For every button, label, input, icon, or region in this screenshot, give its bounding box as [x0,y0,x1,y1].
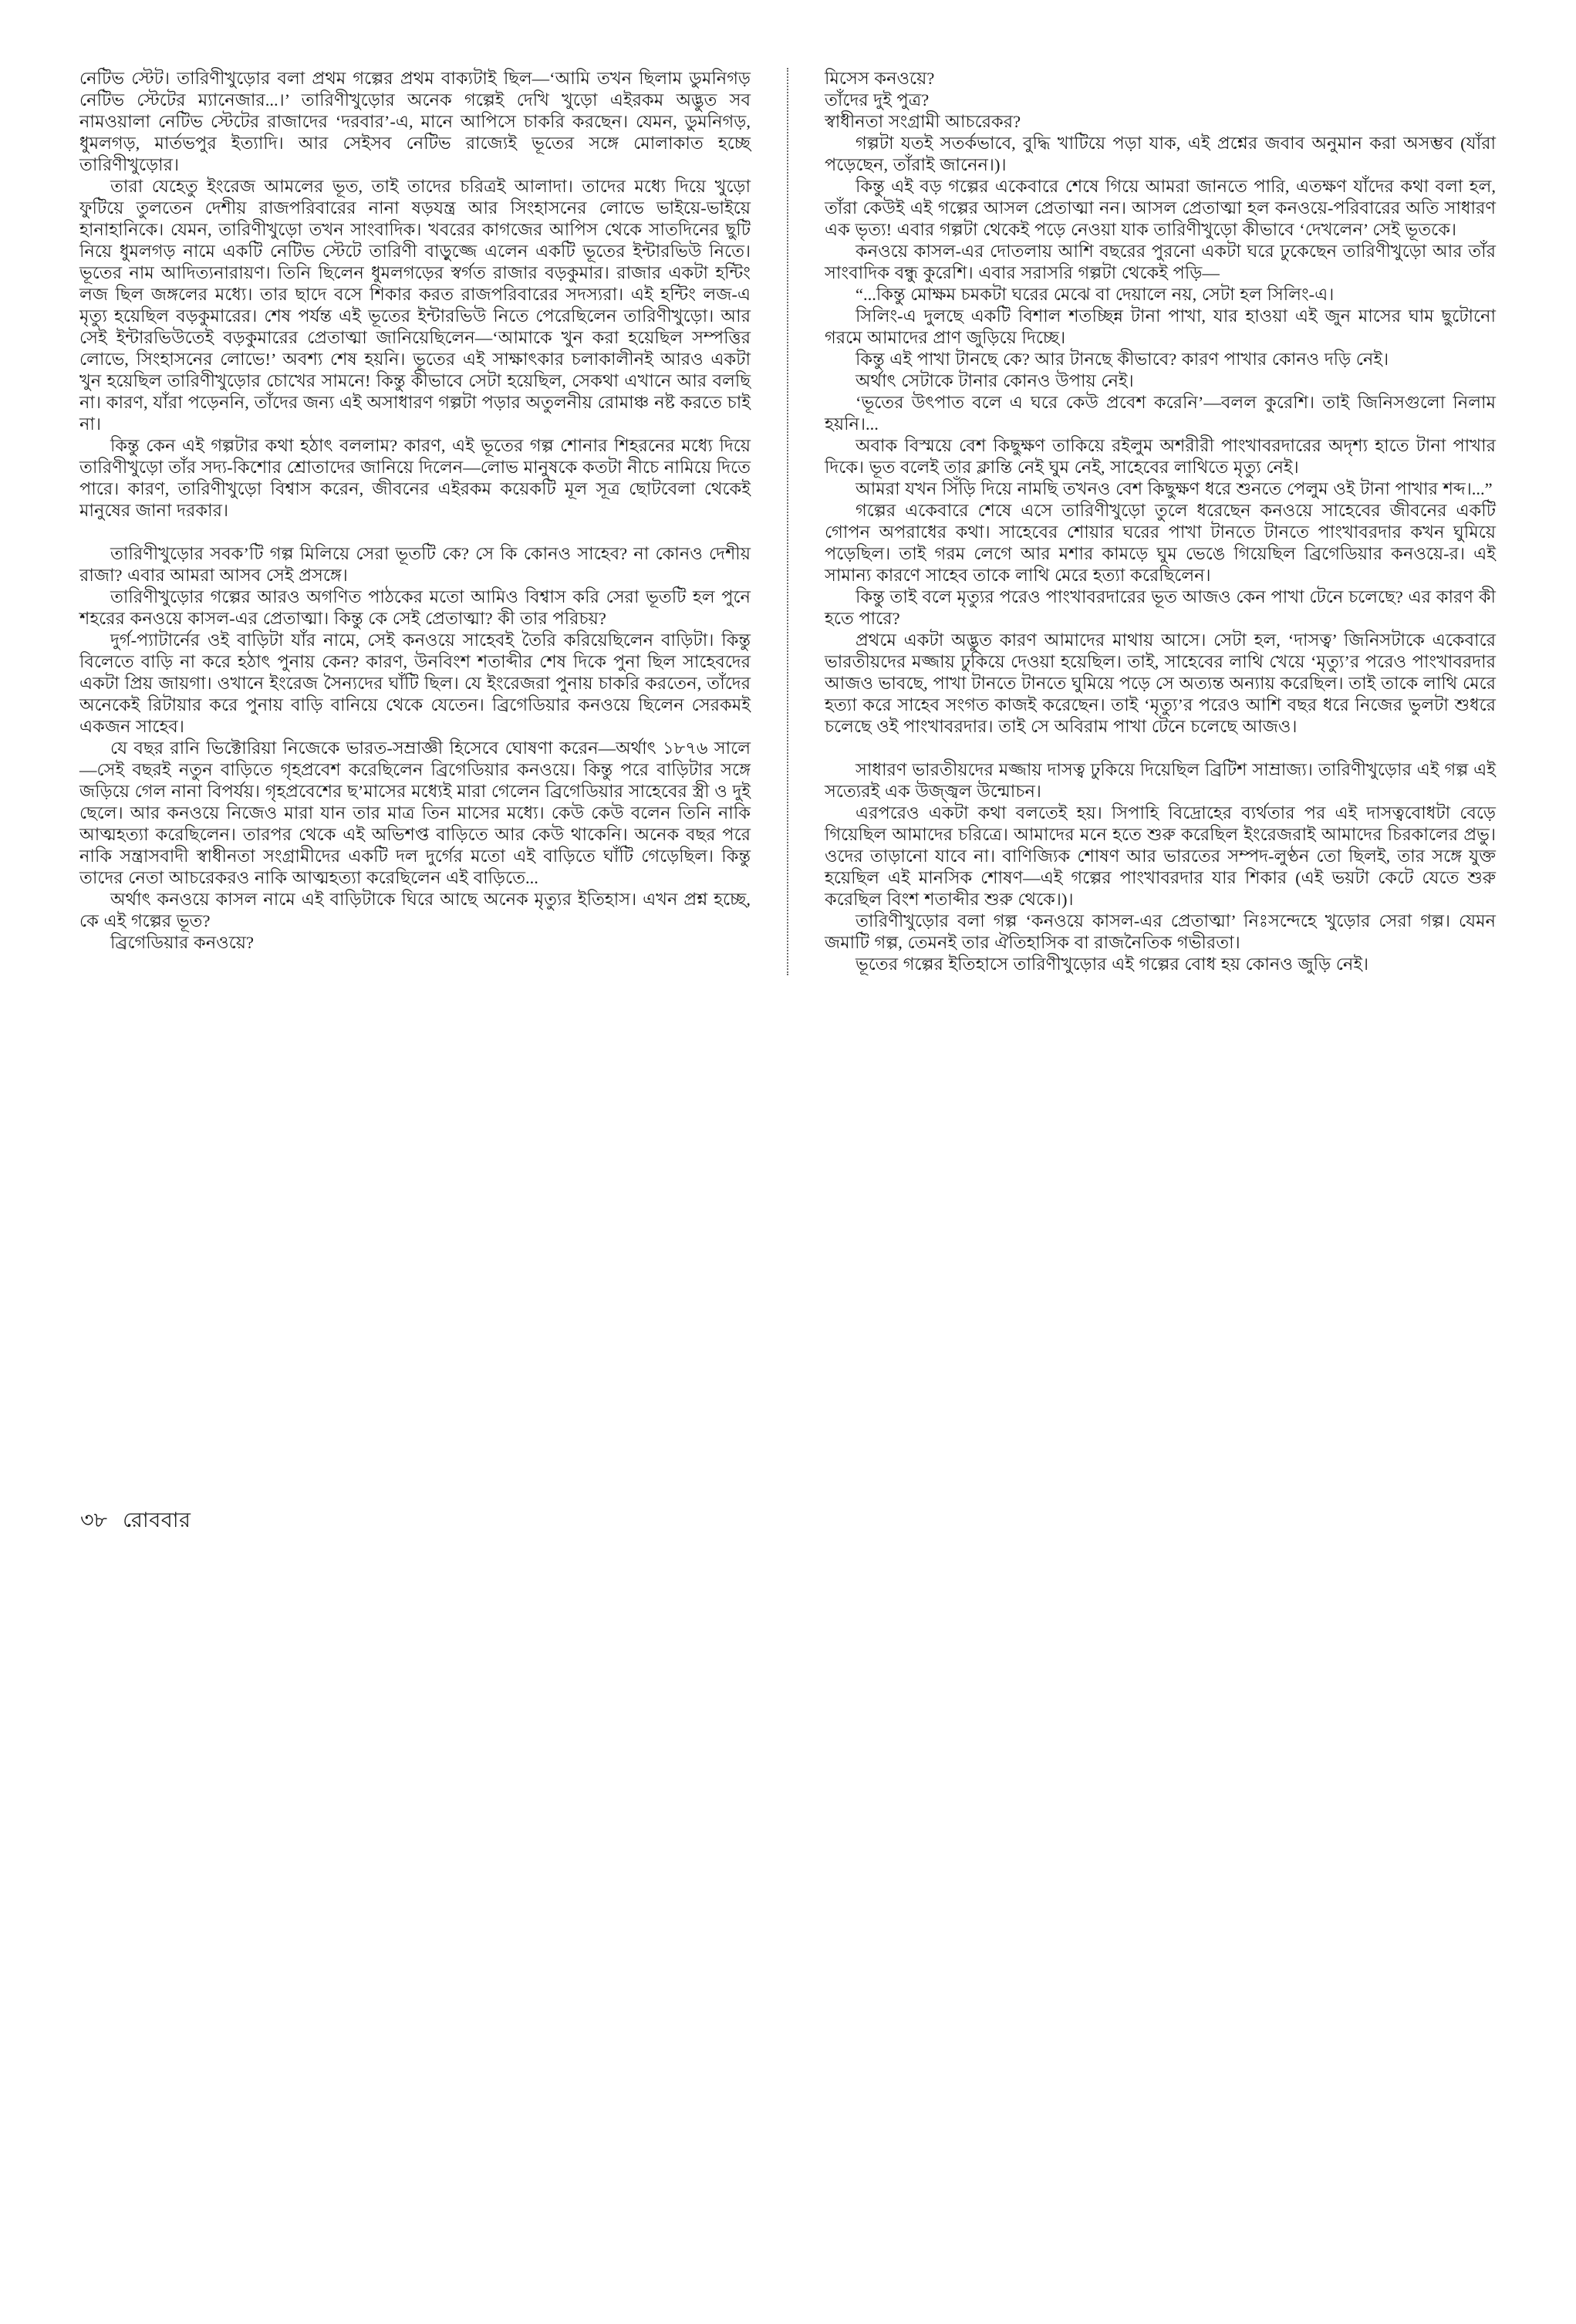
paragraph: ‘ভূতের উৎপাত বলে এ ঘরে কেউ প্রবেশ করেনি’—বলল কুরেশি। তাই জিনিসগুলো নিলাম হয়নি।... [825,393,1496,434]
paragraph: কিন্তু এই পাখা টানছে কে? আর টানছে কীভাবে? কারণ পাখার কোনও দড়ি নেই। [855,350,1389,369]
paragraph: তারিণীখুড়োর গল্পের আরও অগণিত পাঠকের মতো আমিও বিশ্বাস করি সেরা ভূতটি হল পুনে শহরের কনওয়ে কাসল-এর প্রেতাত্মা। কিন্তু কে সেই প্রেতাত্মা? কী তার পরিচয়? [79,587,751,628]
paragraph: অবাক বিস্ময়ে বেশ কিছুক্ষণ তাকিয়ে রইলুম অশরীরী পাংখাবরদারের অদৃশ্য হাতে টানা পাখার দিকে। ভূত বলেই তার ক্লান্তি নেই ঘুম নেই, সাহেবের লাথিতে মৃত্যু নেই। [825,436,1496,477]
paragraph: কিন্তু তাই বলে মৃত্যুর পরেও পাংখাবরদারের ভূত আজও কেন পাখা টেনে চলেছে? এর কারণ কী হতে পারে? [825,587,1496,628]
paragraph: গল্পের একেবারে শেষে এসে তারিণীখুড়ো তুলে ধরেছেন কনওয়ে সাহেবের জীবনের একটি গোপন অপরাধের কথা। সাহেবের শোয়ার ঘরের পাখা টানতে টানতে পাংখাবরদার কখন ঘুমিয়ে পড়েছিল। তাই গরম লেগে আর মশার কামড়ে ঘুম ভেঙে গিয়েছিল ব্রিগেডিয়ার কনওয়ে-র। এই সামান্য কারণে সাহেব তাকে লাথি মেরে হত্যা করেছিলেন। [825,501,1496,585]
paragraph: যে বছর রানি ভিক্টোরিয়া নিজেকে ভারত-সম্রাজ্ঞী হিসেবে ঘোষণা করেন—অর্থাৎ ১৮৭৬ সালে—সেই বছরই নতুন বাড়িতে গৃহপ্রবেশ করেছিলেন ব্রিগেডিয়ার কনওয়ে। কিন্তু পরে বাড়িটার সঙ্গে জড়িয়ে গেল নানা বিপর্যয়। গৃহপ্রবেশের ছ’মাসের মধ্যেই মারা গেলেন ব্রিগেডিয়ার সাহেবের স্ত্রী ও দুই ছেলে। আর কনওয়ে নিজেও মারা যান তার মাত্র তিন মাসের মধ্যে। কেউ কেউ বলেন তিনি নাকি আত্মহত্যা করেছিলেন। তারপর থেকে এই অভিশপ্ত বাড়িতে আর কেউ থাকেনি। অনেক বছর পরে নাকি সন্ত্রাসবাদী স্বাধীনতা সংগ্রামীদের একটি দল দুর্গের মতো এই বাড়িতে ঘাঁটি গেড়েছিল। কিন্তু তাদের নেতা আচরেকরও নাকি আত্মহত্যা করেছিলেন এই বাড়িতে... [79,738,751,887]
paragraph: কিন্তু কেন এই গল্পটার কথা হঠাৎ বললাম? কারণ, এই ভূতের গল্প শোনার শিহরনের মধ্যে দিয়ে তারিণীখুড়ো তাঁর সদ্য-কিশোর শ্রোতাদের জানিয়ে দিলেন—লোভ মানুষকে কতটা নীচে নামিয়ে দিতে পারে। কারণ, তারিণীখুড়ো বিশ্বাস করেন, জীবনের এইরকম কয়েকটি মূল সূত্র ছোটবেলা থেকেই মানুষের জানা দরকার। [79,436,751,520]
page-number: ৩৮ [80,1508,108,1532]
paragraph: ভূতের গল্পের ইতিহাসে তারিণীখুড়োর এই গল্পের বোধ হয় কোনও জুড়ি নেই। [855,954,1369,974]
paragraph: কিন্তু এই বড় গল্পের একেবারে শেষে গিয়ে আমরা জানতে পারি, এতক্ষণ যাঁদের কথা বলা হল, তাঁরা কেউই এই গল্পের আসল প্রেতাত্মা নন। আসল প্রেতাত্মা হল কনওয়ে-পরিবারের অতি সাধারণ এক ভৃত্য! এবার গল্পটা থেকেই পড়ে নেওয়া যাক তারিণীখুড়ো কীভাবে ‘দেখলেন’ সেই ভূতকে। [825,177,1496,239]
paragraph: প্রথমে একটা অদ্ভুত কারণ আমাদের মাথায় আসে। সেটা হল, ‘দাসত্ব’ জিনিসটাকে একেবারে ভারতীয়দের মজ্জায় ঢুকিয়ে দেওয়া হয়েছিল। তাই, সাহেবের লাথি খেয়ে ‘মৃত্যু’র পরেও পাংখাবরদার আজও ভাবছে, পাখা টানতে টানতে ঘুমিয়ে পড়ে সে অত্যন্ত অন্যায় করেছিল। তাই তাকে লাথি মেরে হত্যা করে সাহেব সংগত কাজই করেছেন। তাই ‘মৃত্যু’র পরেও আশি বছর ধরে নিজের ভুলটা শুধরে চলেছে ওই পাংখাবরদার। তাই সে অবিরাম পাখা টেনে চলেছে আজও। [825,630,1496,736]
paragraph: মিসেস কনওয়ে? [825,69,935,88]
paragraph: অর্থাৎ কনওয়ে কাসল নামে এই বাড়িটাকে ঘিরে আছে অনেক মৃত্যুর ইতিহাস। এখন প্রশ্ন হচ্ছে, কে এই গল্পের ভূত? [79,890,751,931]
paragraph: “...কিন্তু মোক্ষম চমকটা ঘরের মেঝে বা দেয়ালে নয়, সেটা হল সিলিং-এ। [855,285,1335,304]
text-column-right [825,68,1496,975]
magazine-name: রোববার [123,1508,191,1532]
paragraph: কনওয়ে কাসল-এর দোতলায় আশি বছরের পুরনো একটা ঘরে ঢুকেছেন তারিণীখুড়ো আর তাঁর সাংবাদিক বন্ধু কুরেশি। এবার সরাসরি গল্পটা থেকেই পড়ি— [825,242,1496,282]
paragraph: অর্থাৎ সেটাকে টানার কোনও উপায় নেই। [855,371,1134,390]
paragraph: দুর্গ-প্যাটার্নের ওই বাড়িটা যাঁর নামে, সেই কনওয়ে সাহেবই তৈরি করিয়েছিলেন বাড়িটা। কিন্তু বিলেতে বাড়ি না করে হঠাৎ পুনায় কেন? কারণ, উনবিংশ শতাব্দীর শেষ দিকে পুনা ছিল সাহেবদের একটা প্রিয় জায়গা। ওখানে ইংরেজ সৈন্যদের ঘাঁটি ছিল। যে ইংরেজরা পুনায় চাকরি করতেন, তাঁদের অনেকেই রিটায়ার করে পুনায় বাড়ি বানিয়ে থেকে যেতেন। ব্রিগেডিয়ার কনওয়ে ছিলেন সেরকমই একজন সাহেব। [79,630,751,736]
paragraph: এরপরেও একটা কথা বলতেই হয়। সিপাহি বিদ্রোহের ব্যর্থতার পর এই দাসত্ববোধটা বেড়ে গিয়েছিল আমাদের চরিত্রে। আমাদের মনে হতে শুরু করেছিল ইংরেজরাই আমাদের চিরকালের প্রভু। ওদের তাড়ানো যাবে না। বাণিজ্যিক শোষণ আর ভারতের সম্পদ-লুণ্ঠন তো ছিলই, তার সঙ্গে যুক্ত হয়েছিল এই মানসিক শোষণ—এই গল্পের পাংখাবরদার যার শিকার (এই ভয়টা কেটে যেতে শুরু করেছিল বিংশ শতাব্দীর শুরু থেকে।)। [825,803,1496,909]
paragraph: তারিণীখুড়োর সবক’টি গল্প মিলিয়ে সেরা ভূতটি কে? সে কি কোনও সাহেব? না কোনও দেশীয় রাজা? এবার আমরা আসব সেই প্রসঙ্গে। [79,544,751,585]
text-column-left [79,68,751,975]
paragraph: সিলিং-এ দুলছে একটি বিশাল শতচ্ছিন্ন টানা পাখা, যার হাওয়া এই জুন মাসের ঘাম ছুটোনো গরমে আমাদের প্রাণ জুড়িয়ে দিচ্ছে। [825,306,1496,347]
column-divider [787,68,788,975]
paragraph: গল্পটা যতই সতর্কভাবে, বুদ্ধি খাটিয়ে পড়া যাক, এই প্রশ্নের জবাব অনুমান করা অসম্ভব (যাঁরা পড়েছেন, তাঁরাই জানেন।)। [825,133,1496,174]
paragraph: নেটিভ স্টেট। তারিণীখুড়োর বলা প্রথম গল্পের প্রথম বাক্যটাই ছিল—‘আমি তখন ছিলাম ডুমনিগড় নেটিভ স্টেটের ম্যানেজার...।’ তারিণীখুড়োর অনেক গল্পেই দেখি খুড়ো এইরকম অদ্ভুত সব নামওয়ালা নেটিভ স্টেটের রাজাদের ‘দরবার’-এ, মানে আপিসে চাকরি করছেন। যেমন, ডুমনিগড়, ধুমলগড়, মার্তভপুর ইত্যাদি। আর সেইসব নেটিভ রাজ্যেই ভূতের সঙ্গে মোলাকাত হচ্ছে তারিণীখুড়োর। [79,69,751,174]
paragraph: তারা যেহেতু ইংরেজ আমলের ভূত, তাই তাদের চরিত্রই আলাদা। তাদের মধ্যে দিয়ে খুড়ো ফুটিয়ে তুলতেন দেশীয় রাজপরিবারের নানা ষড়যন্ত্র আর সিংহাসনের লোভে ভাইয়ে-ভাইয়ে হানাহানিকে। যেমন, তারিণীখুড়ো তখন সাংবাদিক। খবরের কাগজের আপিস থেকে সাতদিনের ছুটি নিয়ে ধুমলগড় নামে একটি নেটিভ স্টেটে তারিণী বাড়ুজ্জে এলেন একটি ভূতের ইন্টারভিউ নিতে। ভূতের নাম আদিত্যনারায়ণ। তিনি ছিলেন ধুমলগড়ের স্বর্গত রাজার বড়কুমার। রাজার একটা হন্টিং লজ ছিল জঙ্গলের মধ্যে। তার ছাদে বসে শিকার করত রাজপরিবারের সদস্যরা। এই হন্টিং লজ-এ মৃত্যু হয়েছিল বড়কুমারের। শেষ পর্যন্ত এই ভূতের ইন্টারভিউ নিতে পেরেছিলেন তারিণীখুড়ো। আর সেই ইন্টারভিউতেই বড়কুমারের প্রেতাত্মা জানিয়েছিলেন—‘আমাকে খুন করা হয়েছিল সম্পত্তির লোভে, সিংহাসনের লোভে!’ অবশ্য শেষ হয়নি। ভূতের এই সাক্ষাৎকার চলাকালীনই আরও একটা খুন হয়েছিল তারিণীখুড়োর চোখের সামনে! কিন্তু কীভাবে সেটা হয়েছিল, সেকথা এখানে আর বলছি না। কারণ, যাঁরা পড়েননি, তাঁদের জন্য এই অসাধারণ গল্পটা পড়ার অতুলনীয় রোমাঞ্চ নষ্ট করতে চাই না। [79,177,751,434]
paragraph: আমরা যখন সিঁড়ি দিয়ে নামছি তখনও বেশ কিছুক্ষণ ধরে শুনতে পেলুম ওই টানা পাখার শব্দ।...” [855,479,1493,498]
paragraph: তারিণীখুড়োর বলা গল্প ‘কনওয়ে কাসল-এর প্রেতাত্মা’ নিঃসন্দেহে খুড়োর সেরা গল্প। যেমন জমাটি গল্প, তেমনই তার ঐতিহাসিক বা রাজনৈতিক গভীরতা। [825,911,1496,952]
paragraph: তাঁদের দুই পুত্র? [825,90,930,110]
paragraph: ব্রিগেডিয়ার কনওয়ে? [110,933,255,952]
article-body [79,68,1497,975]
page-footer [80,1505,191,1539]
paragraph: স্বাধীনতা সংগ্রামী আচরেকর? [825,112,1021,131]
paragraph: সাধারণ ভারতীয়দের মজ্জায় দাসত্ব ঢুকিয়ে দিয়েছিল ব্রিটিশ সাম্রাজ্য। তারিণীখুড়োর এই গল্প এই সত্যেরই এক উজ্জ্বল উন্মোচন। [825,760,1496,801]
